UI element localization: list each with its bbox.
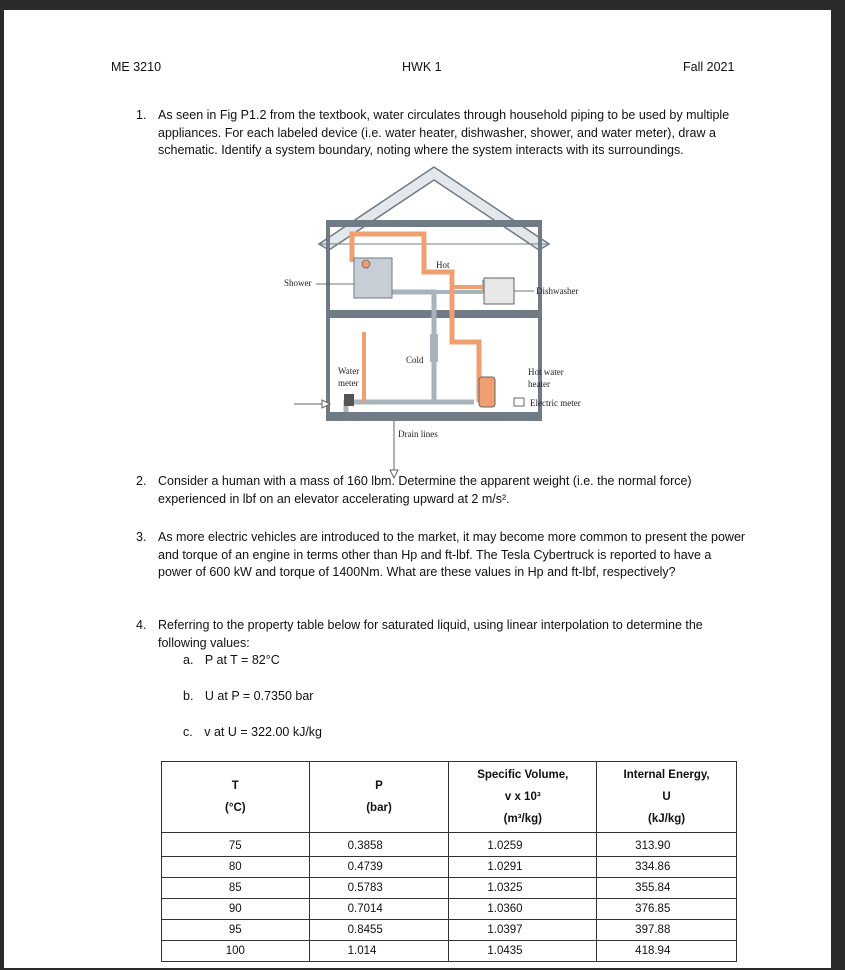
hot-label: Hot (436, 260, 450, 270)
cell-u: 418.94 (597, 941, 737, 962)
subpart-text: P at T = 82°C (204, 653, 280, 667)
cell-p: 0.7014 (309, 899, 449, 920)
subpart-label: a. (183, 653, 194, 667)
cell-v: 1.0435 (449, 941, 597, 962)
table-row (162, 920, 737, 941)
table-row (162, 833, 737, 857)
question-number: 1. (136, 108, 147, 122)
dishwasher (484, 278, 514, 304)
document-page (4, 10, 831, 968)
question-text: As seen in Fig P1.2 from the textbook, water circulates through household piping to be used by multiple appliances. For each labeled device (i.e. water heater, dishwasher, shower, and water meter), draw a schematic. Identify a system boundary, noting where the system interacts with its surroundings. (158, 108, 730, 157)
ground-floor (326, 412, 542, 421)
subpart-text: U at P = 0.7350 bar (204, 689, 314, 703)
attic-floor (326, 220, 542, 227)
water-heater (479, 377, 495, 407)
water-meter (344, 394, 354, 406)
header-pressure: P (bar) (309, 762, 449, 833)
subpart-label: b. (183, 689, 194, 703)
cell-u: 355.84 (597, 878, 737, 899)
header-internal-energy: Internal Energy, U (kJ/kg) (597, 762, 737, 833)
electric-meter-label: Electric meter (530, 398, 581, 408)
cell-u: 313.90 (597, 833, 737, 857)
dishwasher-label: Dishwasher (536, 286, 579, 296)
term: Fall 2021 (683, 60, 735, 74)
cell-u: 397.88 (597, 920, 737, 941)
cell-v: 1.0325 (449, 878, 597, 899)
subpart-label: c. (183, 725, 193, 739)
header-specific-volume: Specific Volume, v x 10³ (m³/kg) (449, 762, 597, 833)
question-text: Referring to the property table below for saturated liquid, using linear interpolation to determine the following values: (158, 618, 703, 650)
cell-p: 0.8455 (309, 920, 449, 941)
cell-p: 0.4739 (309, 857, 449, 878)
question-number: 2. (136, 474, 147, 488)
cell-u: 376.85 (597, 899, 737, 920)
question-number: 3. (136, 530, 147, 544)
cell-v: 1.0360 (449, 899, 597, 920)
cell-t: 75 (162, 833, 310, 857)
cold-label: Cold (406, 355, 424, 365)
cell-t: 80 (162, 857, 310, 878)
table-row (162, 878, 737, 899)
cold-main-pipe (346, 402, 474, 412)
table-row (162, 941, 737, 962)
header-temperature: T (°C) (162, 762, 310, 833)
water-meter-label-1: Water (338, 366, 360, 376)
cell-p: 1.014 (309, 941, 449, 962)
left-wall (326, 227, 330, 417)
cell-v: 1.0259 (449, 833, 597, 857)
shower-stall (354, 258, 392, 298)
hot-water-heater-label-1: Hot water (528, 367, 564, 377)
cell-t: 85 (162, 878, 310, 899)
electric-meter (514, 398, 524, 406)
shower-label: Shower (284, 278, 312, 288)
question-number: 4. (136, 618, 147, 632)
cell-t: 95 (162, 920, 310, 941)
house-piping-figure (274, 162, 604, 482)
cell-t: 90 (162, 899, 310, 920)
question-text: Consider a human with a mass of 160 lbm. Determine the apparent weight (i.e. the normal force) experienced in lbf on an elevator accelerating upward at 2 m/s². (158, 474, 692, 506)
question-text: As more electric vehicles are introduced to the market, it may become more common to present the power and torque of an engine in terms other than Hp and ft-lbf. The Tesla Cybertruck is reported to have a power of 600 kW and torque of 1400Nm. What are these values in Hp and ft-lbf, respectively? (158, 530, 746, 579)
subpart-b (183, 689, 313, 703)
table-row (162, 857, 737, 878)
cell-t: 100 (162, 941, 310, 962)
subpart-text: v at U = 322.00 kJ/kg (204, 725, 322, 739)
cell-p: 0.5783 (309, 878, 449, 899)
water-meter-label-2: meter (338, 378, 359, 388)
table-header-row (162, 762, 737, 833)
cell-v: 1.0397 (449, 920, 597, 941)
cell-p: 0.3858 (309, 833, 449, 857)
drain-lines-label: Drain lines (398, 429, 438, 439)
hot-water-heater-label-2: heater (528, 379, 550, 389)
homework-title: HWK 1 (402, 60, 442, 74)
course-code: ME 3210 (111, 60, 162, 74)
cell-v: 1.0291 (449, 857, 597, 878)
subpart-c (183, 725, 322, 739)
shower-valve (362, 260, 370, 268)
cell-u: 334.86 (597, 857, 737, 878)
property-table (161, 761, 737, 962)
table-row (162, 899, 737, 920)
subpart-a (183, 653, 280, 667)
